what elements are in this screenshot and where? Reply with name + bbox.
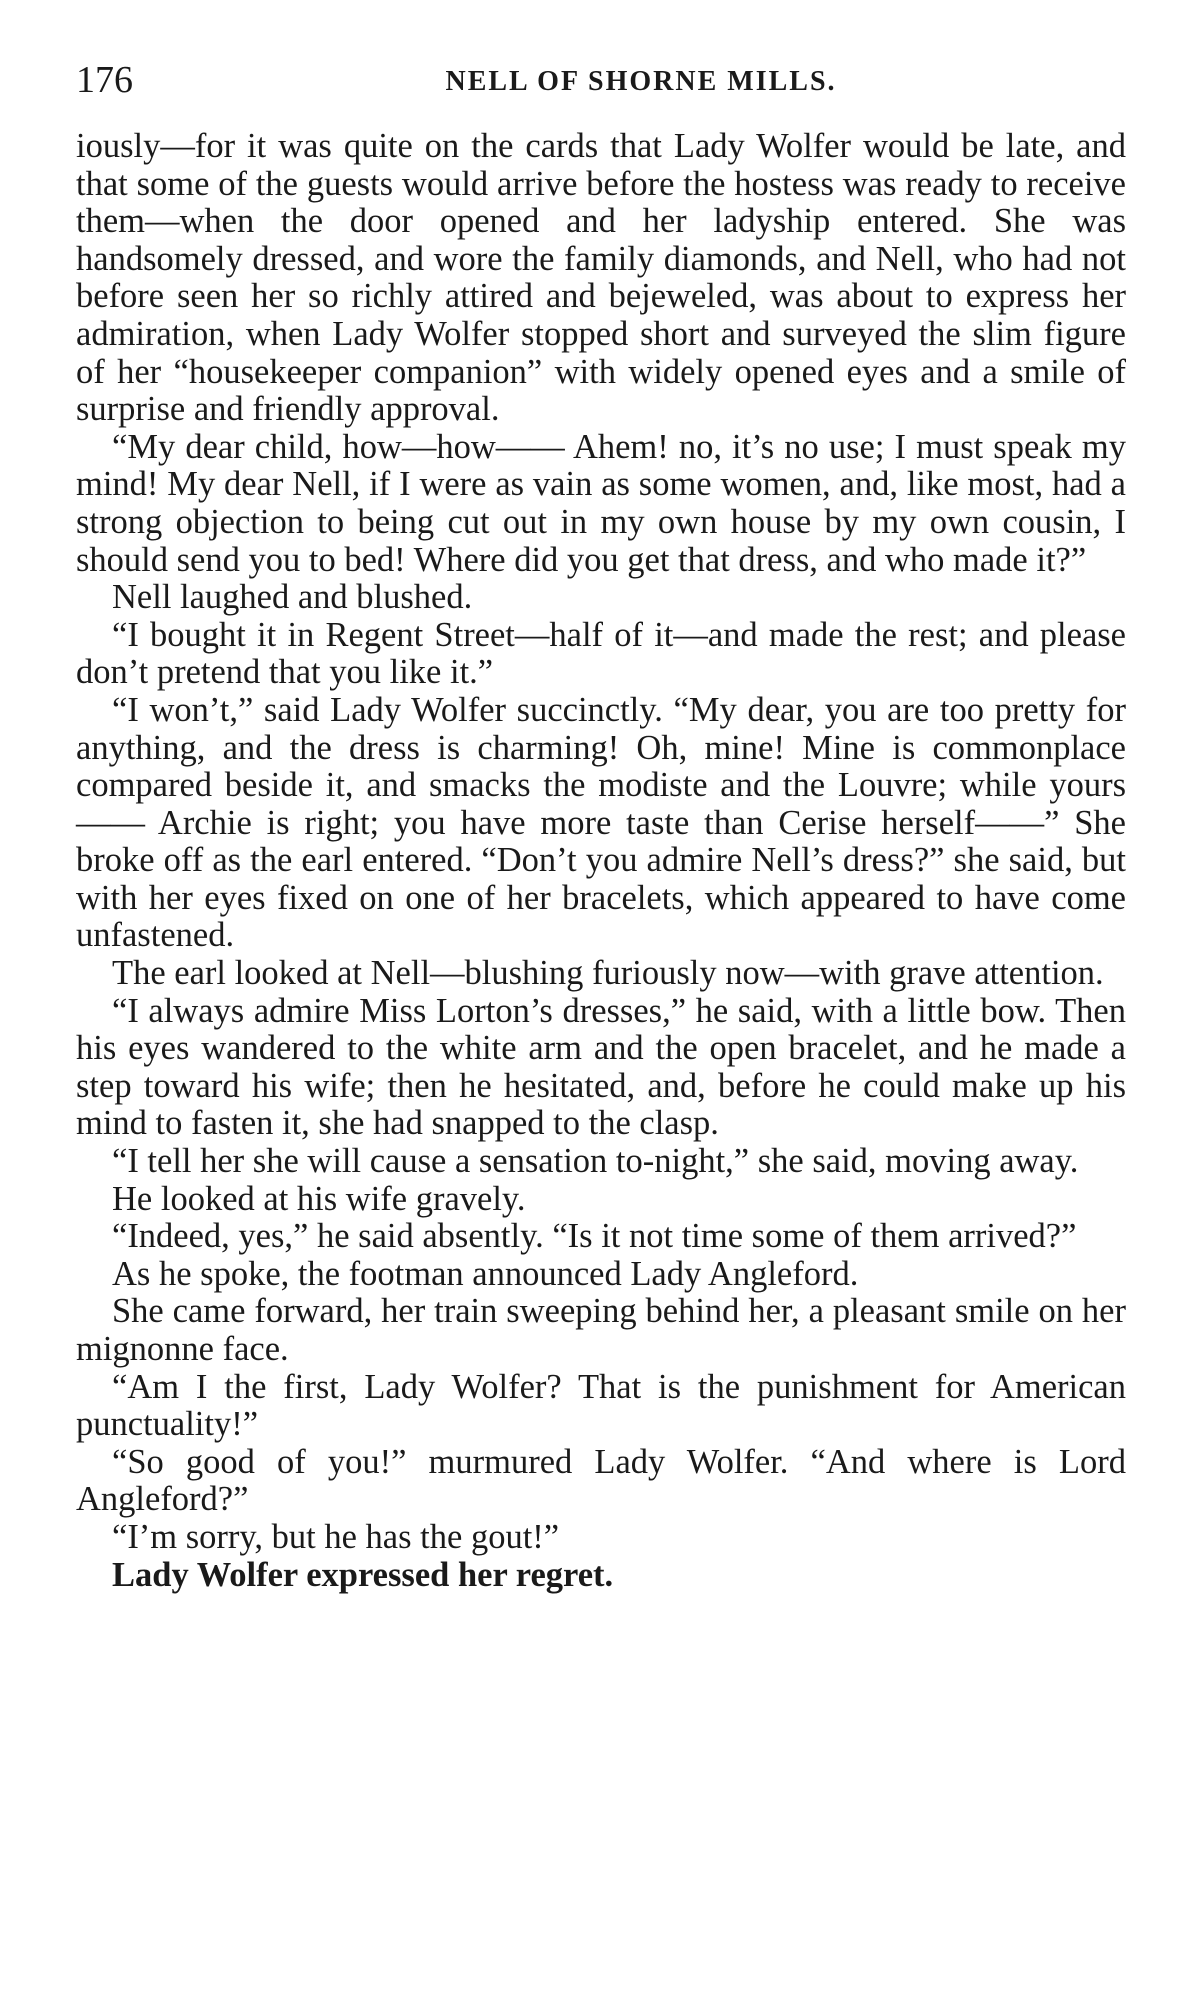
paragraph: “I’m sorry, but he has the gout!” (112, 1517, 560, 1556)
paragraph: “I won’t,” said Lady Wolfer succinctly. “My dear, you are too pretty for anything, and the dress is charming! Oh, mine! Mine is commonplace compared beside it, and smacks the modiste and the Louvre; while yours—— Archie is right; you have more taste than Cerise herself——” She broke off as the earl entered. “Don’t you admire Nell’s dress?” she said, but with her eyes fixed on one of her bracelets, which appeared to have come unfastened. (76, 690, 1126, 955)
paragraph: “I bought it in Regent Street—half of it—and made the rest; and please don’t pretend that you like it.” (76, 615, 1126, 692)
paragraph: “Am I the first, Lady Wolfer? That is the punishment for American punctuality!” (76, 1367, 1126, 1444)
page-number: 176 (76, 59, 133, 101)
paragraph: Lady Wolfer expressed her regret. (112, 1555, 614, 1594)
paragraph: “Indeed, yes,” he said absently. “Is it not time some of them arrived?” (112, 1217, 1077, 1256)
paragraph: “I always admire Miss Lorton’s dresses,” he said, with a little bow. Then his eyes wandered to the white arm and the open bracelet, and he made a step toward his wife; then he hesitated, and, before he could make up his mind to fasten it, she had snapped to the clasp. (76, 991, 1126, 1143)
paragraph: “So good of you!” murmured Lady Wolfer. “And where is Lord Angleford?” (76, 1442, 1126, 1519)
paragraph: iously—for it was quite on the cards that Lady Wolfer would be late, and that some of the guests would arrive before the hostess was ready to receive them—when the door opened and her ladyship entered. She was handsomely dressed, and wore the family diamonds, and Nell, who had not before seen her so richly attired and bejeweled, was about to express her admiration, when Lady Wolfer stopped short and surveyed the slim figure of her “housekeeper companion” with widely opened eyes and a smile of surprise and friendly approval. (76, 127, 1126, 429)
book-page (76, 56, 1126, 1594)
paragraph: “My dear child, how—how—— Ahem! no, it’s no use; I must speak my mind! My dear Nell, if I were as vain as some women, and, like most, had a strong objection to being cut out in my own house by my own cousin, I should send you to bed! Where did you get that dress, and who made it?” (76, 427, 1126, 579)
paragraph: As he spoke, the footman announced Lady Angleford. (112, 1254, 859, 1293)
running-head (76, 56, 1126, 116)
book-title: NELL OF SHORNE MILLS. (445, 66, 837, 97)
body-text (76, 128, 1126, 1594)
paragraph: “I tell her she will cause a sensation to-night,” she said, moving away. (112, 1142, 1079, 1181)
paragraph: She came forward, her train sweeping behind her, a pleasant smile on her mignonne face. (76, 1292, 1126, 1368)
paragraph: Nell laughed and blushed. (112, 578, 473, 617)
paragraph: The earl looked at Nell—blushing furiously now—with grave attention. (112, 954, 1104, 993)
paragraph: He looked at his wife gravely. (112, 1179, 526, 1218)
